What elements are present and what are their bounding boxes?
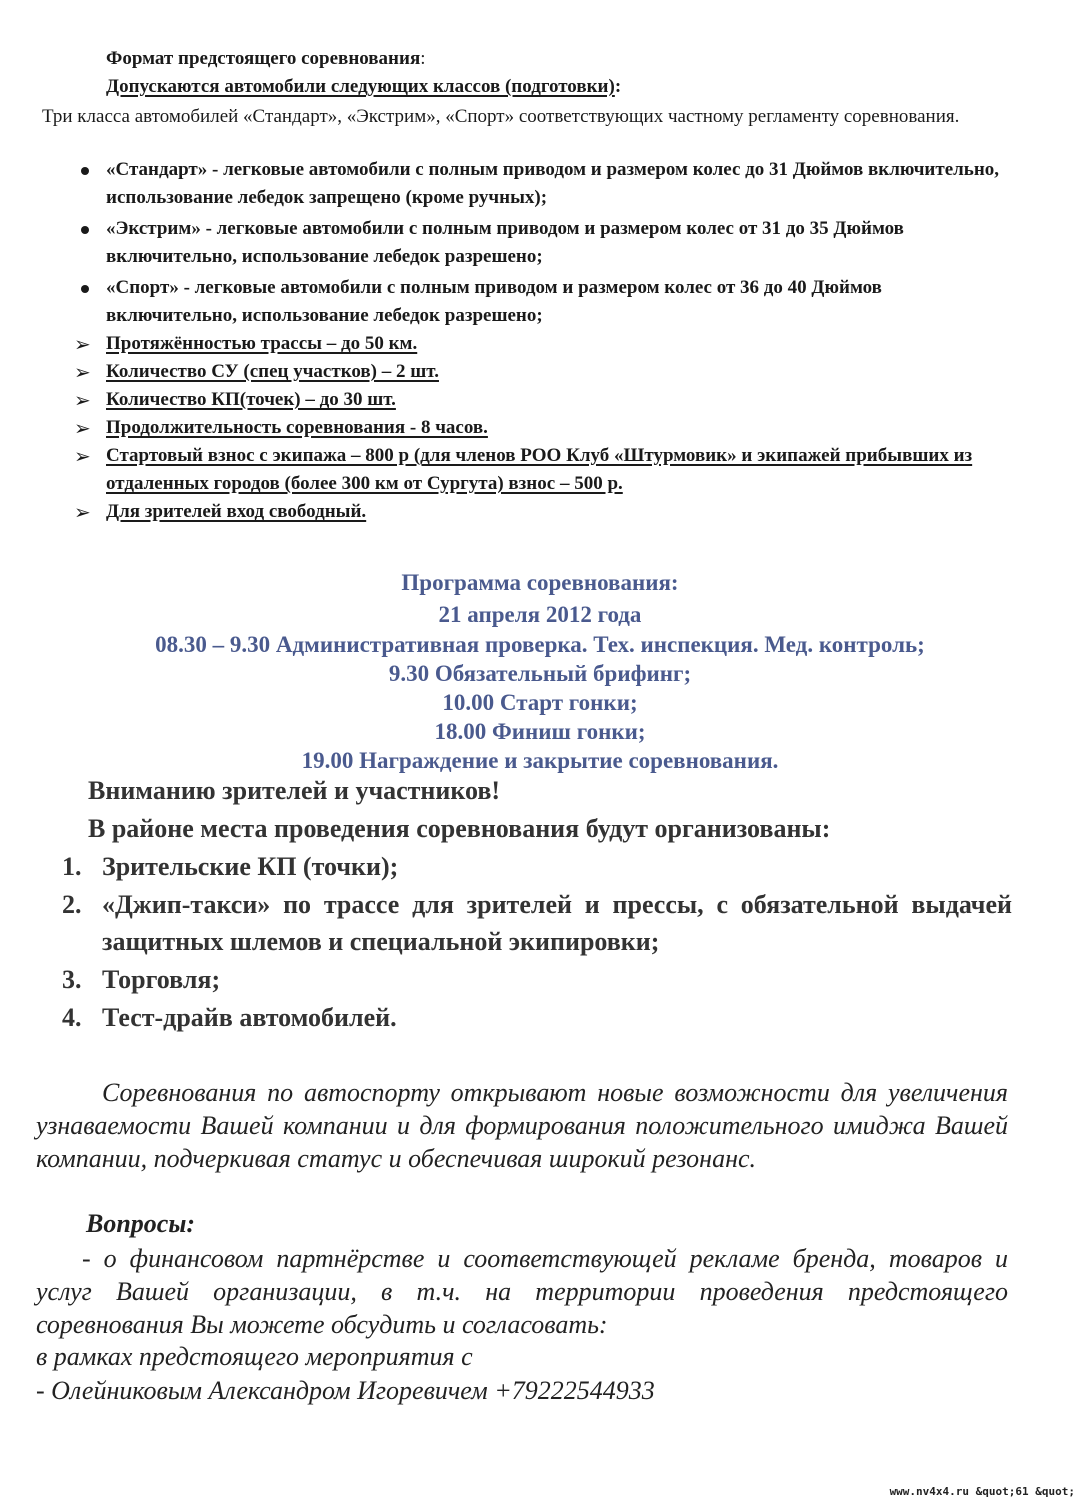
program-title: Программа соревнования:	[401, 570, 679, 595]
program-item: 18.00 Финиш гонки;	[434, 719, 646, 744]
attention-subheading: В районе места проведения соревнования будут организованы:	[88, 814, 831, 843]
list-item: ➢ Количество КП(точек) – до 30 шт.	[74, 388, 396, 412]
list-item: 3. Торговля;	[62, 965, 221, 994]
arrow-bullet-icon: ➢	[74, 444, 91, 468]
list-item: 2. «Джип-такси» по трассе для зрителей и прессы, с обязательной выдачей защитных шлемов и специальной экипировки;	[62, 890, 1012, 956]
contact-line: - Олейниковым Александром Игоревичем +79222544933	[36, 1376, 655, 1405]
arrow-bullet-icon: ➢	[74, 360, 91, 384]
questions-text: - о финансовом партнёрстве и соответствующей рекламе бренда, товаров и услуг Вашей организации, в т.ч. на территории проведения предстоящего соревнования Вы можете обсудить и согласовать:	[36, 1244, 1008, 1339]
bullet-icon	[81, 167, 89, 175]
list-item: ➢ Протяжённостью трассы – до 50 км.	[74, 332, 418, 356]
bullet-icon	[81, 285, 89, 293]
format-title: Формат предстоящего соревнования:	[106, 48, 426, 69]
bullet-icon	[81, 226, 89, 234]
list-item: 1. Зрительские КП (точки);	[62, 852, 399, 881]
list-item: ➢ Количество СУ (спец участков) – 2 шт.	[74, 360, 439, 384]
classes-intro: Три класса автомобилей «Стандарт», «Экстрим», «Спорт» соответствующих частному регламенту соревнования.	[42, 106, 960, 127]
list-item: ➢ Для зрителей вход свободный.	[74, 500, 367, 524]
list-item: «Спорт» - легковые автомобили с полным приводом и размером колес от 36 до 40 Дюймов включительно, использование лебедок разрешено;	[78, 274, 1008, 330]
program-date: 21 апреля 2012 года	[438, 602, 642, 627]
arrow-bullet-icon: ➢	[74, 332, 91, 356]
list-item: 4. Тест-драйв автомобилей.	[62, 1003, 397, 1032]
list-item: ➢ Продолжительность соревнования - 8 часов.	[74, 416, 488, 440]
facilities-list	[62, 848, 1012, 1037]
class-list	[78, 156, 1008, 333]
list-item: «Стандарт» - легковые автомобили с полным приводом и размером колес до 31 Дюймов включительно, использование лебедок запрещено (кроме ручных);	[78, 156, 1008, 212]
program-item: 19.00 Награждение и закрытие соревнования.	[301, 748, 779, 773]
program-item: 08.30 – 9.30 Административная проверка. Тех. инспекция. Мед. контроль;	[155, 632, 925, 657]
arrow-bullet-icon: ➢	[74, 416, 91, 440]
list-item: ➢ Стартовый взнос с экипажа – 800 р (для членов РОО Клуб «Штурмовик» и экипажей прибывших из отдаленных городов (более 300 км от Сургута) взнос – 500 р.	[74, 444, 973, 494]
attention-heading: Вниманию зрителей и участников!	[88, 776, 501, 805]
details-list	[74, 330, 974, 526]
questions-label: Вопросы:	[86, 1209, 196, 1238]
program-item: 9.30 Обязательный брифинг;	[388, 661, 692, 686]
closing-paragraph: Соревнования по автоспорту открывают новые возможности для увеличения узнаваемости Вашей компании и для формирования положительного имиджа Вашей компании, подчеркивая статус и обеспечивая широкий резонанс.	[36, 1078, 1008, 1173]
event-line: в рамках предстоящего мероприятия с	[36, 1342, 473, 1371]
list-item: «Экстрим» - легковые автомобили с полным приводом и размером колес от 31 до 35 Дюймов включительно, использование лебедок разрешено;	[78, 215, 1008, 271]
watermark: www.nv4x4.ru &quot;61 &quot;	[889, 1485, 1075, 1498]
program-item: 10.00 Старт гонки;	[442, 690, 638, 715]
admitted-classes-heading: Допускаются автомобили следующих классов (подготовки):	[106, 76, 622, 97]
arrow-bullet-icon: ➢	[74, 500, 91, 524]
arrow-bullet-icon: ➢	[74, 388, 91, 412]
